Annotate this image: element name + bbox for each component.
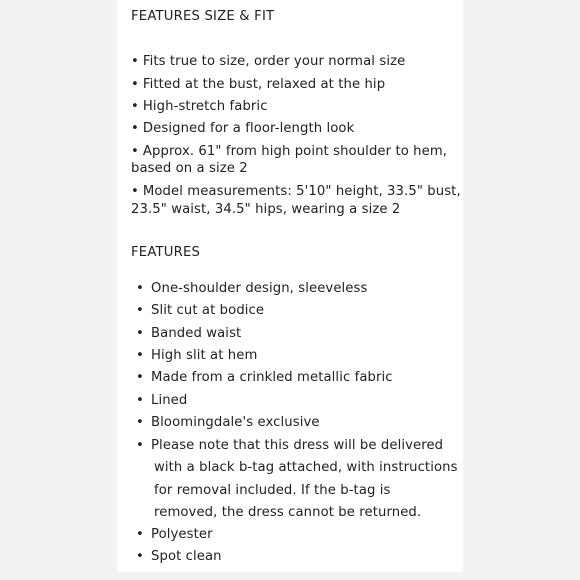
list-item: Lined bbox=[151, 393, 188, 408]
list-item: Slit cut at bodice bbox=[151, 303, 265, 318]
list-item: • Fitted at the bust, relaxed at the hip bbox=[131, 77, 386, 92]
list-item: • High-stretch fabric bbox=[131, 99, 268, 114]
list-item: Please note that this dress will be delivered with a black b-tag attached, with instructions for removal included. If the b-tag is removed, the dress cannot be returned. bbox=[151, 435, 458, 525]
list-item-continuation: for removal included. If the b-tag is bbox=[154, 482, 391, 498]
list-item: Made from a crinkled metallic fabric bbox=[151, 370, 393, 385]
list-item: Spot clean bbox=[151, 549, 222, 564]
list-item: • Fits true to size, order your normal size bbox=[131, 54, 406, 69]
bullet-icon: • bbox=[136, 348, 144, 363]
list-item: One-shoulder design, sleeveless bbox=[151, 281, 368, 296]
list-item: • Approx. 61" from high point shoulder to hem, bbox=[131, 144, 448, 159]
bullet-icon: • bbox=[136, 281, 144, 296]
list-item-continuation: with a black b-tag attached, with instructions bbox=[154, 460, 458, 476]
bullet-icon: • bbox=[136, 527, 144, 542]
bullet-icon: • bbox=[136, 326, 144, 341]
bullet-icon: • bbox=[136, 303, 144, 318]
bullet-icon: • bbox=[136, 393, 144, 408]
list-item-continuation: 23.5" waist, 34.5" hips, wearing a size 2 bbox=[131, 202, 401, 217]
bullet-icon: • bbox=[136, 415, 144, 430]
list-item: High slit at hem bbox=[151, 348, 258, 363]
list-item: • Designed for a floor-length look bbox=[131, 121, 355, 136]
size-fit-heading: FEATURES SIZE & FIT bbox=[131, 9, 275, 24]
bullet-icon: • bbox=[136, 438, 144, 453]
list-item-continuation: removed, the dress cannot be returned. bbox=[154, 505, 422, 521]
list-item-continuation: based on a size 2 bbox=[131, 161, 248, 176]
list-item: • Model measurements: 5'10" height, 33.5" bust, bbox=[131, 184, 461, 199]
list-item: Polyester bbox=[151, 527, 213, 542]
list-item: Bloomingdale's exclusive bbox=[151, 415, 320, 430]
list-item: Banded waist bbox=[151, 326, 242, 341]
bullet-icon: • bbox=[136, 549, 144, 564]
features-heading: FEATURES bbox=[131, 245, 201, 260]
bullet-icon: • bbox=[136, 370, 144, 385]
